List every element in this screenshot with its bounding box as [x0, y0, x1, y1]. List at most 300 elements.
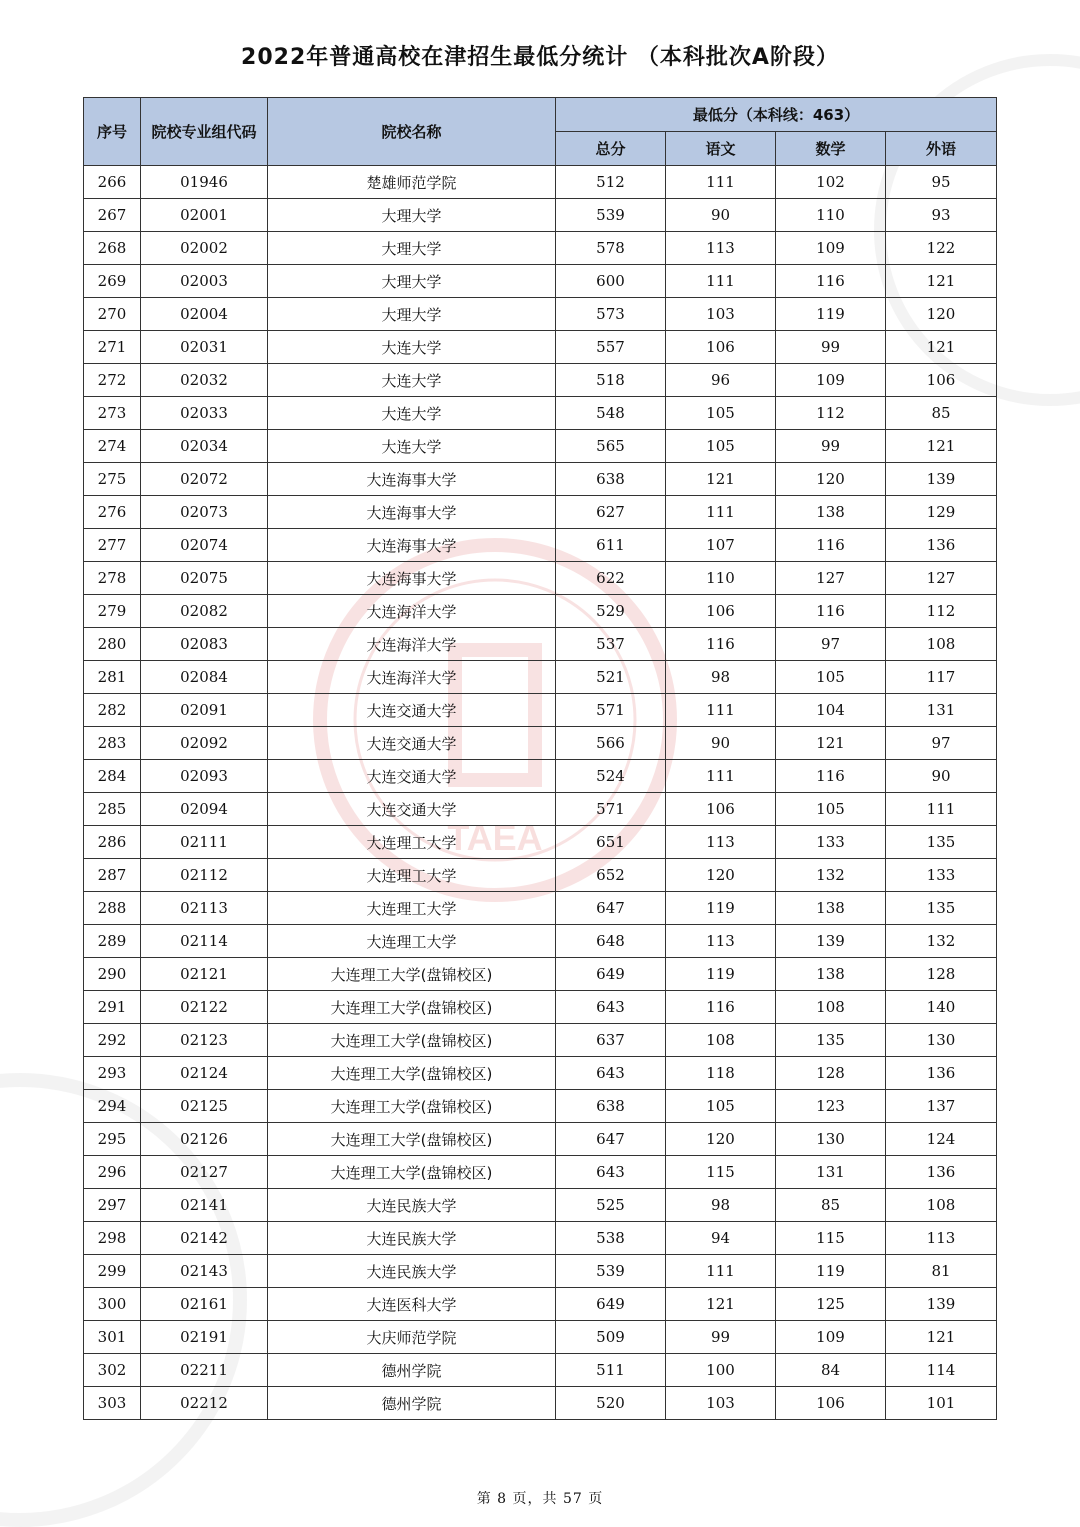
cell-chinese: 100 — [666, 1354, 776, 1387]
cell-school: 大连民族大学 — [268, 1222, 556, 1255]
cell-seq: 289 — [84, 925, 141, 958]
cell-code: 02082 — [141, 595, 268, 628]
cell-chinese: 120 — [666, 859, 776, 892]
cell-total: 529 — [556, 595, 666, 628]
cell-school: 大连理工大学 — [268, 859, 556, 892]
cell-math: 125 — [776, 1288, 886, 1321]
cell-total: 571 — [556, 793, 666, 826]
cell-foreign: 106 — [886, 364, 997, 397]
cell-math: 115 — [776, 1222, 886, 1255]
cell-code: 02084 — [141, 661, 268, 694]
cell-math: 102 — [776, 166, 886, 199]
cell-total: 525 — [556, 1189, 666, 1222]
cell-chinese: 111 — [666, 760, 776, 793]
cell-math: 84 — [776, 1354, 886, 1387]
cell-chinese: 119 — [666, 958, 776, 991]
cell-seq: 299 — [84, 1255, 141, 1288]
cell-code: 02125 — [141, 1090, 268, 1123]
cell-chinese: 115 — [666, 1156, 776, 1189]
cell-total: 520 — [556, 1387, 666, 1420]
table-row — [84, 496, 997, 529]
cell-school: 大连理工大学 — [268, 826, 556, 859]
cell-chinese: 111 — [666, 265, 776, 298]
cell-total: 649 — [556, 958, 666, 991]
table-row — [84, 562, 997, 595]
cell-school: 大连交通大学 — [268, 793, 556, 826]
cell-seq: 286 — [84, 826, 141, 859]
cell-seq: 282 — [84, 694, 141, 727]
cell-foreign: 108 — [886, 1189, 997, 1222]
cell-total: 511 — [556, 1354, 666, 1387]
table-row — [84, 958, 997, 991]
cell-code: 02127 — [141, 1156, 268, 1189]
cell-math: 130 — [776, 1123, 886, 1156]
header-school: 院校名称 — [268, 98, 556, 166]
cell-chinese: 119 — [666, 892, 776, 925]
cell-foreign: 114 — [886, 1354, 997, 1387]
cell-math: 119 — [776, 1255, 886, 1288]
cell-code: 02003 — [141, 265, 268, 298]
cell-code: 02091 — [141, 694, 268, 727]
page-footer: 第 8 页，共 57 页 — [476, 1491, 604, 1507]
cell-foreign: 121 — [886, 265, 997, 298]
cell-math: 99 — [776, 430, 886, 463]
cell-chinese: 116 — [666, 991, 776, 1024]
cell-foreign: 111 — [886, 793, 997, 826]
cell-chinese: 108 — [666, 1024, 776, 1057]
cell-school: 大连交通大学 — [268, 694, 556, 727]
cell-seq: 293 — [84, 1057, 141, 1090]
cell-chinese: 113 — [666, 826, 776, 859]
cell-total: 600 — [556, 265, 666, 298]
cell-school: 大连海洋大学 — [268, 661, 556, 694]
cell-seq: 296 — [84, 1156, 141, 1189]
cell-school: 大连大学 — [268, 397, 556, 430]
cell-math: 97 — [776, 628, 886, 661]
cell-seq: 303 — [84, 1387, 141, 1420]
cell-total: 643 — [556, 1156, 666, 1189]
cell-chinese: 90 — [666, 199, 776, 232]
cell-seq: 267 — [84, 199, 141, 232]
cell-code: 02033 — [141, 397, 268, 430]
cell-school: 大连大学 — [268, 331, 556, 364]
cell-math: 116 — [776, 760, 886, 793]
cell-chinese: 96 — [666, 364, 776, 397]
cell-math: 138 — [776, 958, 886, 991]
cell-total: 647 — [556, 892, 666, 925]
table-row — [84, 1024, 997, 1057]
cell-code: 02032 — [141, 364, 268, 397]
cell-total: 518 — [556, 364, 666, 397]
cell-chinese: 106 — [666, 595, 776, 628]
cell-chinese: 107 — [666, 529, 776, 562]
cell-seq: 278 — [84, 562, 141, 595]
cell-math: 128 — [776, 1057, 886, 1090]
cell-foreign: 139 — [886, 463, 997, 496]
table-row — [84, 1222, 997, 1255]
cell-math: 131 — [776, 1156, 886, 1189]
cell-seq: 273 — [84, 397, 141, 430]
cell-code: 02031 — [141, 331, 268, 364]
cell-school: 大连海洋大学 — [268, 595, 556, 628]
table-row — [84, 1123, 997, 1156]
cell-chinese: 94 — [666, 1222, 776, 1255]
cell-seq: 279 — [84, 595, 141, 628]
cell-school: 大连理工大学 — [268, 892, 556, 925]
cell-seq: 298 — [84, 1222, 141, 1255]
cell-total: 647 — [556, 1123, 666, 1156]
cell-seq: 274 — [84, 430, 141, 463]
cell-code: 02112 — [141, 859, 268, 892]
cell-code: 02122 — [141, 991, 268, 1024]
cell-chinese: 111 — [666, 496, 776, 529]
cell-total: 537 — [556, 628, 666, 661]
table-row — [84, 991, 997, 1024]
cell-seq: 276 — [84, 496, 141, 529]
cell-foreign: 112 — [886, 595, 997, 628]
cell-total: 643 — [556, 991, 666, 1024]
cell-seq: 266 — [84, 166, 141, 199]
cell-code: 02072 — [141, 463, 268, 496]
table-row — [84, 199, 997, 232]
cell-chinese: 103 — [666, 1387, 776, 1420]
cell-seq: 268 — [84, 232, 141, 265]
cell-foreign: 122 — [886, 232, 997, 265]
cell-math: 135 — [776, 1024, 886, 1057]
cell-chinese: 98 — [666, 661, 776, 694]
table-row — [84, 760, 997, 793]
cell-foreign: 139 — [886, 1288, 997, 1321]
cell-seq: 300 — [84, 1288, 141, 1321]
table-row — [84, 892, 997, 925]
cell-foreign: 101 — [886, 1387, 997, 1420]
cell-total: 524 — [556, 760, 666, 793]
cell-foreign: 132 — [886, 925, 997, 958]
cell-chinese: 98 — [666, 1189, 776, 1222]
cell-total: 648 — [556, 925, 666, 958]
cell-chinese: 110 — [666, 562, 776, 595]
table-row — [84, 694, 997, 727]
cell-total: 578 — [556, 232, 666, 265]
cell-total: 611 — [556, 529, 666, 562]
cell-seq: 283 — [84, 727, 141, 760]
cell-math: 120 — [776, 463, 886, 496]
cell-total: 571 — [556, 694, 666, 727]
cell-seq: 301 — [84, 1321, 141, 1354]
cell-school: 大理大学 — [268, 298, 556, 331]
cell-seq: 269 — [84, 265, 141, 298]
cell-code: 02034 — [141, 430, 268, 463]
cell-foreign: 129 — [886, 496, 997, 529]
page-title: 2022年普通高校在津招生最低分统计 （本科批次A阶段） — [241, 45, 839, 70]
cell-seq: 280 — [84, 628, 141, 661]
cell-foreign: 81 — [886, 1255, 997, 1288]
cell-math: 123 — [776, 1090, 886, 1123]
cell-total: 638 — [556, 463, 666, 496]
cell-total: 649 — [556, 1288, 666, 1321]
cell-code: 02093 — [141, 760, 268, 793]
cell-code: 02211 — [141, 1354, 268, 1387]
cell-seq: 270 — [84, 298, 141, 331]
cell-chinese: 121 — [666, 1288, 776, 1321]
table-row — [84, 628, 997, 661]
cell-seq: 275 — [84, 463, 141, 496]
cell-foreign: 140 — [886, 991, 997, 1024]
cell-code: 02126 — [141, 1123, 268, 1156]
cell-foreign: 95 — [886, 166, 997, 199]
cell-school: 大连理工大学(盘锦校区) — [268, 1090, 556, 1123]
cell-code: 02113 — [141, 892, 268, 925]
table-row — [84, 1387, 997, 1420]
cell-math: 104 — [776, 694, 886, 727]
cell-code: 02004 — [141, 298, 268, 331]
cell-school: 大理大学 — [268, 232, 556, 265]
cell-school: 大连大学 — [268, 364, 556, 397]
watermark-seal-label: TAEA — [447, 817, 543, 858]
cell-school: 大连理工大学 — [268, 925, 556, 958]
table-row — [84, 232, 997, 265]
cell-foreign: 127 — [886, 562, 997, 595]
cell-seq: 290 — [84, 958, 141, 991]
cell-seq: 281 — [84, 661, 141, 694]
cell-foreign: 85 — [886, 397, 997, 430]
table-row — [84, 859, 997, 892]
table-row — [84, 298, 997, 331]
cell-code: 02114 — [141, 925, 268, 958]
table-row — [84, 397, 997, 430]
cell-code: 02123 — [141, 1024, 268, 1057]
cell-school: 大连交通大学 — [268, 727, 556, 760]
cell-chinese: 118 — [666, 1057, 776, 1090]
cell-math: 116 — [776, 529, 886, 562]
header-seq: 序号 — [84, 98, 141, 166]
cell-code: 02092 — [141, 727, 268, 760]
cell-seq: 302 — [84, 1354, 141, 1387]
cell-chinese: 106 — [666, 331, 776, 364]
cell-school: 大连理工大学(盘锦校区) — [268, 1123, 556, 1156]
cell-school: 大连海洋大学 — [268, 628, 556, 661]
cell-total: 548 — [556, 397, 666, 430]
cell-chinese: 105 — [666, 1090, 776, 1123]
cell-school: 大连海事大学 — [268, 562, 556, 595]
cell-math: 109 — [776, 1321, 886, 1354]
cell-foreign: 121 — [886, 331, 997, 364]
cell-foreign: 120 — [886, 298, 997, 331]
table-row — [84, 364, 997, 397]
cell-chinese: 105 — [666, 430, 776, 463]
cell-total: 637 — [556, 1024, 666, 1057]
cell-math: 105 — [776, 661, 886, 694]
cell-chinese: 113 — [666, 925, 776, 958]
table-body — [84, 166, 997, 1420]
cell-seq: 295 — [84, 1123, 141, 1156]
cell-foreign: 136 — [886, 1057, 997, 1090]
header-foreign: 外语 — [886, 132, 997, 166]
cell-chinese: 120 — [666, 1123, 776, 1156]
cell-foreign: 133 — [886, 859, 997, 892]
table-row — [84, 826, 997, 859]
cell-math: 119 — [776, 298, 886, 331]
cell-seq: 294 — [84, 1090, 141, 1123]
table-row — [84, 925, 997, 958]
cell-school: 大连海事大学 — [268, 529, 556, 562]
cell-foreign: 117 — [886, 661, 997, 694]
cell-school: 大理大学 — [268, 265, 556, 298]
cell-seq: 288 — [84, 892, 141, 925]
cell-foreign: 121 — [886, 1321, 997, 1354]
cell-code: 02073 — [141, 496, 268, 529]
cell-total: 521 — [556, 661, 666, 694]
cell-foreign: 131 — [886, 694, 997, 727]
cell-code: 02141 — [141, 1189, 268, 1222]
table-row — [84, 331, 997, 364]
cell-foreign: 128 — [886, 958, 997, 991]
cell-total: 538 — [556, 1222, 666, 1255]
header-math: 数学 — [776, 132, 886, 166]
cell-math: 138 — [776, 892, 886, 925]
cell-seq: 287 — [84, 859, 141, 892]
cell-school: 大连民族大学 — [268, 1189, 556, 1222]
cell-school: 大庆师范学院 — [268, 1321, 556, 1354]
table-row — [84, 793, 997, 826]
table-row — [84, 1156, 997, 1189]
cell-code: 02212 — [141, 1387, 268, 1420]
cell-math: 109 — [776, 232, 886, 265]
cell-total: 638 — [556, 1090, 666, 1123]
cell-school: 大连理工大学(盘锦校区) — [268, 1156, 556, 1189]
cell-seq: 277 — [84, 529, 141, 562]
table-row — [84, 1288, 997, 1321]
cell-math: 85 — [776, 1189, 886, 1222]
cell-chinese: 90 — [666, 727, 776, 760]
cell-school: 大连交通大学 — [268, 760, 556, 793]
cell-code: 02124 — [141, 1057, 268, 1090]
cell-chinese: 106 — [666, 793, 776, 826]
cell-total: 539 — [556, 199, 666, 232]
cell-foreign: 135 — [886, 826, 997, 859]
cell-chinese: 99 — [666, 1321, 776, 1354]
cell-foreign: 93 — [886, 199, 997, 232]
table-row — [84, 166, 997, 199]
cell-chinese: 111 — [666, 694, 776, 727]
cell-total: 622 — [556, 562, 666, 595]
cell-code: 02074 — [141, 529, 268, 562]
cell-foreign: 121 — [886, 430, 997, 463]
table-row — [84, 1057, 997, 1090]
cell-foreign: 113 — [886, 1222, 997, 1255]
cell-total: 565 — [556, 430, 666, 463]
cell-code: 02111 — [141, 826, 268, 859]
cell-chinese: 111 — [666, 1255, 776, 1288]
cell-school: 大连理工大学(盘锦校区) — [268, 991, 556, 1024]
cell-foreign: 130 — [886, 1024, 997, 1057]
cell-math: 127 — [776, 562, 886, 595]
table-row — [84, 430, 997, 463]
cell-math: 110 — [776, 199, 886, 232]
table-row — [84, 529, 997, 562]
cell-seq: 271 — [84, 331, 141, 364]
cell-math: 108 — [776, 991, 886, 1024]
cell-math: 112 — [776, 397, 886, 430]
cell-math: 133 — [776, 826, 886, 859]
cell-math: 106 — [776, 1387, 886, 1420]
cell-chinese: 116 — [666, 628, 776, 661]
cell-school: 德州学院 — [268, 1354, 556, 1387]
table-row — [84, 1354, 997, 1387]
cell-school: 楚雄师范学院 — [268, 166, 556, 199]
table-row — [84, 1090, 997, 1123]
header-code: 院校专业组代码 — [141, 98, 268, 166]
cell-school: 大连医科大学 — [268, 1288, 556, 1321]
cell-school: 大连民族大学 — [268, 1255, 556, 1288]
cell-seq: 297 — [84, 1189, 141, 1222]
cell-school: 大连理工大学(盘锦校区) — [268, 1057, 556, 1090]
cell-math: 138 — [776, 496, 886, 529]
cell-foreign: 136 — [886, 1156, 997, 1189]
cell-total: 539 — [556, 1255, 666, 1288]
table-row — [84, 727, 997, 760]
cell-math: 99 — [776, 331, 886, 364]
cell-code: 02083 — [141, 628, 268, 661]
cell-code: 02094 — [141, 793, 268, 826]
cell-math: 139 — [776, 925, 886, 958]
cell-foreign: 136 — [886, 529, 997, 562]
cell-code: 02075 — [141, 562, 268, 595]
cell-total: 643 — [556, 1057, 666, 1090]
cell-chinese: 113 — [666, 232, 776, 265]
header-min-score: 最低分（本科线：463） — [556, 98, 997, 132]
score-table — [83, 97, 997, 1420]
cell-foreign: 90 — [886, 760, 997, 793]
cell-seq: 284 — [84, 760, 141, 793]
cell-math: 105 — [776, 793, 886, 826]
table-row — [84, 1189, 997, 1222]
cell-code: 02002 — [141, 232, 268, 265]
cell-total: 627 — [556, 496, 666, 529]
cell-foreign: 124 — [886, 1123, 997, 1156]
cell-seq: 285 — [84, 793, 141, 826]
cell-math: 116 — [776, 595, 886, 628]
header-chinese: 语文 — [666, 132, 776, 166]
cell-total: 651 — [556, 826, 666, 859]
cell-total: 566 — [556, 727, 666, 760]
cell-foreign: 137 — [886, 1090, 997, 1123]
cell-code: 01946 — [141, 166, 268, 199]
table-row — [84, 1255, 997, 1288]
cell-school: 大连理工大学(盘锦校区) — [268, 958, 556, 991]
cell-total: 652 — [556, 859, 666, 892]
cell-foreign: 108 — [886, 628, 997, 661]
cell-code: 02191 — [141, 1321, 268, 1354]
cell-math: 132 — [776, 859, 886, 892]
cell-code: 02143 — [141, 1255, 268, 1288]
cell-seq: 291 — [84, 991, 141, 1024]
cell-math: 109 — [776, 364, 886, 397]
cell-code: 02142 — [141, 1222, 268, 1255]
cell-math: 116 — [776, 265, 886, 298]
table-row — [84, 1321, 997, 1354]
cell-school: 大连大学 — [268, 430, 556, 463]
cell-school: 大理大学 — [268, 199, 556, 232]
cell-seq: 272 — [84, 364, 141, 397]
cell-code: 02121 — [141, 958, 268, 991]
cell-foreign: 97 — [886, 727, 997, 760]
cell-code: 02001 — [141, 199, 268, 232]
table-row — [84, 595, 997, 628]
cell-chinese: 111 — [666, 166, 776, 199]
cell-code: 02161 — [141, 1288, 268, 1321]
header-total: 总分 — [556, 132, 666, 166]
